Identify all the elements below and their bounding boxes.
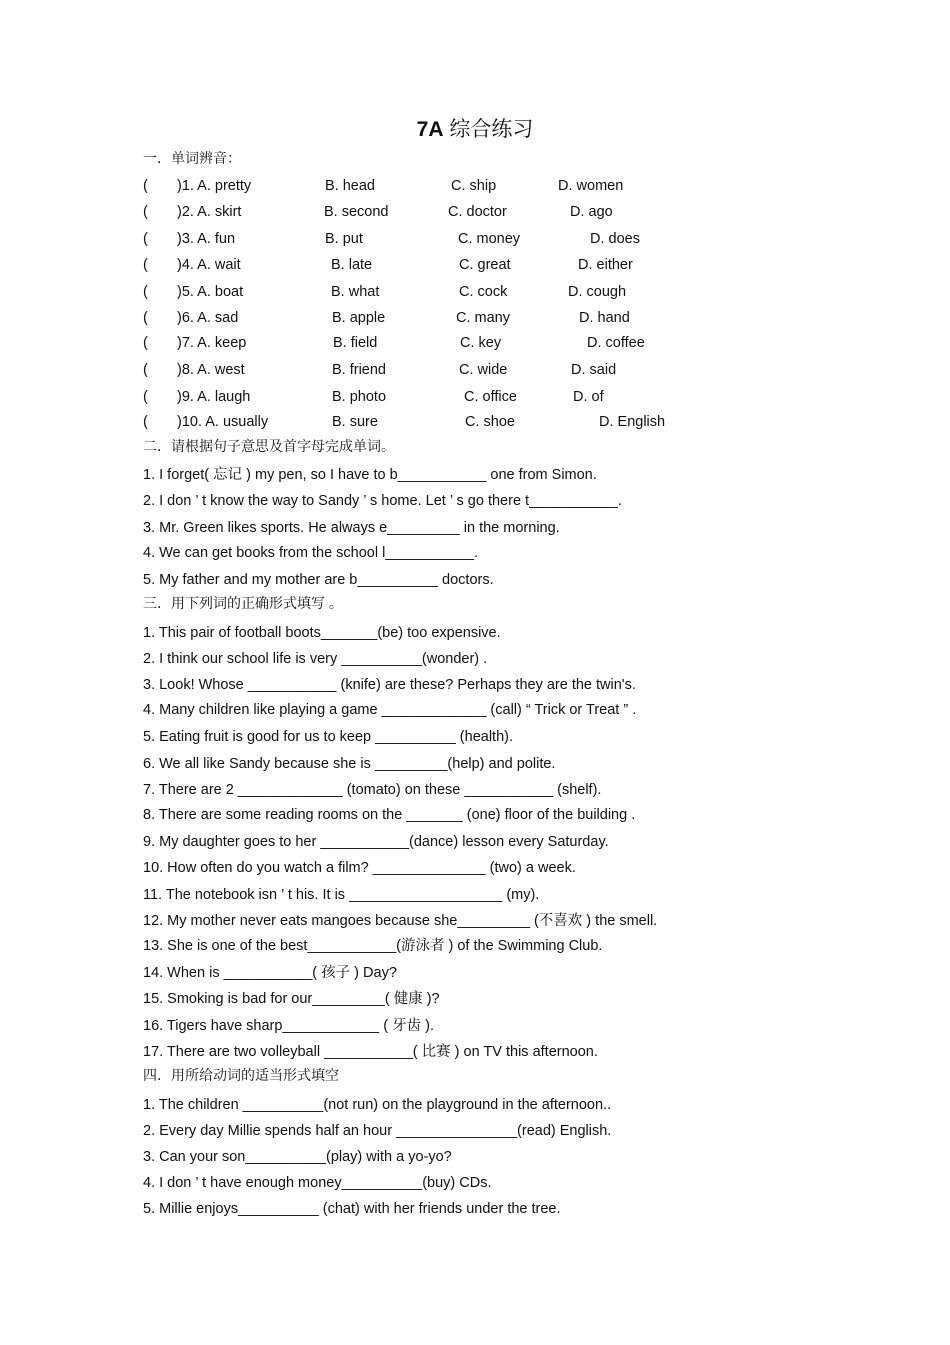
fill-in-sentence: 16. Tigers have sharp____________ ( 牙齿 ). <box>143 1018 434 1034</box>
option-b: B. photo <box>332 389 387 405</box>
fill-in-sentence: 4. Many children like playing a game _____________ (call) “ Trick or Treat ” . <box>143 702 637 718</box>
option-a: )10. A. usually <box>177 414 269 430</box>
option-d: D. English <box>599 414 666 430</box>
option-c: C. wide <box>459 362 508 378</box>
option-a: )5. A. boat <box>177 284 244 300</box>
option-a: )2. A. skirt <box>177 204 242 220</box>
fill-in-sentence: 14. When is ___________( 孩子 ) Day? <box>143 965 397 981</box>
fill-in-sentence: 3. Can your son__________(play) with a yo-yo? <box>143 1149 452 1165</box>
option-a: )7. A. keep <box>177 335 247 351</box>
option-c: C. many <box>456 310 510 326</box>
option-c: C. doctor <box>448 204 507 220</box>
option-b: B. field <box>333 335 378 351</box>
fill-in-sentence: 1. This pair of football boots_______(be) too expensive. <box>143 625 501 641</box>
option-c: C. cock <box>459 284 508 300</box>
fill-in-sentence: 15. Smoking is bad for our_________( 健康 )? <box>143 991 440 1007</box>
option-a: )6. A. sad <box>177 310 239 326</box>
fill-in-sentence: 5. Eating fruit is good for us to keep __________ (health). <box>143 729 513 745</box>
answer-paren: ( <box>143 284 148 300</box>
option-d: D. does <box>590 231 640 247</box>
fill-in-sentence: 8. There are some reading rooms on the _______ (one) floor of the building . <box>143 807 636 823</box>
option-d: D. of <box>573 389 604 405</box>
option-b: B. head <box>325 178 375 194</box>
answer-paren: ( <box>143 362 148 378</box>
fill-in-sentence: 1. The children __________(not run) on the playground in the afternoon.. <box>143 1097 612 1113</box>
option-c: C. shoe <box>465 414 515 430</box>
fill-in-sentence: 3. Mr. Green likes sports. He always e_________ in the morning. <box>143 520 560 536</box>
section1-heading: 一．单词辨音： <box>143 150 241 166</box>
option-c: C. office <box>464 389 517 405</box>
section3-heading: 三．用下列词的正确形式填写 。 <box>143 595 343 611</box>
answer-paren: ( <box>143 204 148 220</box>
option-a: )9. A. laugh <box>177 389 251 405</box>
fill-in-sentence: 11. The notebook isn ’ t his. It is ___________________ (my). <box>143 887 540 903</box>
option-d: D. cough <box>568 284 627 300</box>
fill-in-sentence: 1. I forget( 忘记 ) my pen, so I have to b___________ one from Simon. <box>143 467 597 483</box>
fill-in-sentence: 9. My daughter goes to her ___________(dance) lesson every Saturday. <box>143 834 609 850</box>
option-d: D. said <box>571 362 617 378</box>
fill-in-sentence: 17. There are two volleyball ___________( 比赛 ) on TV this afternoon. <box>143 1044 598 1060</box>
option-c: C. great <box>459 257 511 273</box>
answer-paren: ( <box>143 310 148 326</box>
answer-paren: ( <box>143 178 148 194</box>
answer-paren: ( <box>143 389 148 405</box>
fill-in-sentence: 6. We all like Sandy because she is _________(help) and polite. <box>143 756 556 772</box>
fill-in-sentence: 7. There are 2 _____________ (tomato) on these ___________ (shelf). <box>143 782 602 798</box>
option-a: )4. A. wait <box>177 257 241 273</box>
answer-paren: ( <box>143 231 148 247</box>
option-d: D. ago <box>570 204 613 220</box>
option-d: D. coffee <box>587 335 645 351</box>
fill-in-sentence: 5. My father and my mother are b__________ doctors. <box>143 572 494 588</box>
option-c: C. key <box>460 335 502 351</box>
fill-in-sentence: 12. My mother never eats mangoes because she_________ (不喜欢 ) the smell. <box>143 913 658 929</box>
option-c: C. ship <box>451 178 497 194</box>
option-b: B. what <box>331 284 380 300</box>
title-en: 7A <box>416 118 444 141</box>
fill-in-sentence: 2. I don ’ t know the way to Sandy ’ s home. Let ’ s go there t___________. <box>143 493 622 509</box>
fill-in-sentence: 4. I don ’ t have enough money__________(buy) CDs. <box>143 1175 492 1191</box>
fill-in-sentence: 2. I think our school life is very __________(wonder) . <box>143 651 488 667</box>
fill-in-sentence: 3. Look! Whose ___________ (knife) are these? Perhaps they are the twin's. <box>143 677 636 693</box>
answer-paren: ( <box>143 257 148 273</box>
fill-in-sentence: 5. Millie enjoys__________ (chat) with her friends under the tree. <box>143 1201 561 1217</box>
option-b: B. apple <box>332 310 386 326</box>
page-title <box>0 116 950 144</box>
option-b: B. sure <box>332 414 378 430</box>
fill-in-sentence: 2. Every day Millie spends half an hour _______________(read) English. <box>143 1123 612 1139</box>
option-b: B. put <box>325 231 363 247</box>
fill-in-sentence: 4. We can get books from the school l___________. <box>143 545 479 561</box>
option-b: B. second <box>324 204 389 220</box>
option-d: D. women <box>558 178 624 194</box>
option-a: )3. A. fun <box>177 231 236 247</box>
title-zh: 综合练习 <box>449 118 534 141</box>
option-c: C. money <box>458 231 521 247</box>
option-d: D. hand <box>579 310 630 326</box>
option-a: )8. A. west <box>177 362 245 378</box>
option-d: D. either <box>578 257 633 273</box>
option-b: B. friend <box>332 362 386 378</box>
section4-heading: 四．用所给动词的适当形式填空 <box>143 1067 339 1083</box>
option-a: )1. A. pretty <box>177 178 252 194</box>
fill-in-sentence: 13. She is one of the best___________(游泳者 ) of the Swimming Club. <box>143 938 603 954</box>
fill-in-sentence: 10. How often do you watch a film? ______________ (two) a week. <box>143 860 576 876</box>
section2-heading: 二．请根据句子意思及首字母完成单词。 <box>143 438 395 454</box>
answer-paren: ( <box>143 414 148 430</box>
option-b: B. late <box>331 257 373 273</box>
answer-paren: ( <box>143 335 148 351</box>
